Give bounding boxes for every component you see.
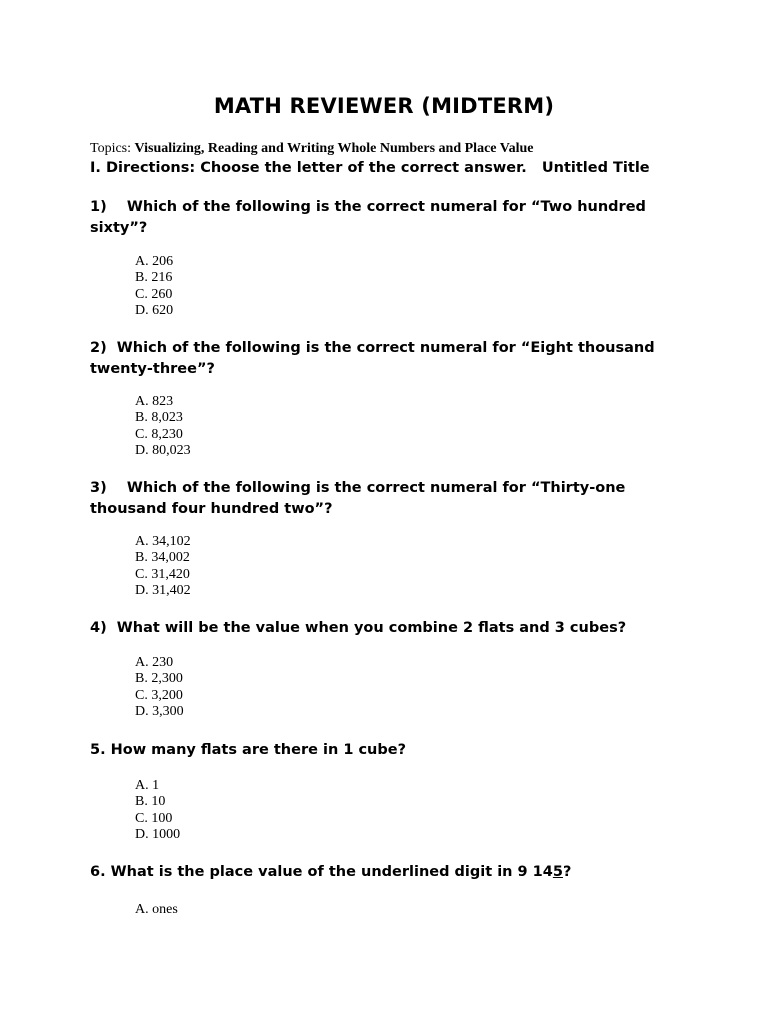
question-text: 5. How many flats are there in 1 cube? (90, 742, 407, 758)
topics-label: Topics: (90, 141, 132, 156)
option-a: A. 206 (135, 254, 174, 269)
topics-line (90, 141, 533, 157)
question-5-options (135, 778, 180, 844)
option-c: C. 8,230 (135, 426, 183, 442)
option-b: B. 8,023 (135, 410, 183, 426)
question-text: 4) What will be the value when you combine 2 flats and 3 cubes? (90, 620, 627, 636)
option-c: C. 31,420 (135, 566, 190, 582)
option-d: D. 31,402 (135, 583, 191, 599)
option-a: A. 34,102 (135, 534, 191, 549)
option-c: C. 100 (135, 810, 173, 826)
question-1 (90, 197, 690, 239)
option-b: B. 10 (135, 794, 166, 810)
option-b: B. 216 (135, 270, 173, 286)
question-3-options (135, 534, 191, 600)
question-2-options (135, 394, 191, 460)
option-a: A. 230 (135, 655, 174, 670)
question-6 (90, 862, 690, 883)
question-3 (90, 478, 690, 520)
option-d: D. 80,023 (135, 443, 191, 459)
question-text: 2) Which of the following is the correct numeral for “Eight thousand twenty-three”? (90, 340, 660, 377)
question-6-options (135, 902, 178, 918)
question-2 (90, 338, 690, 380)
question-text-after: ? (562, 864, 572, 880)
topics-value: Visualizing, Reading and Writing Whole Numbers and Place Value (134, 141, 534, 156)
question-5 (90, 740, 690, 761)
page-title: MATH REVIEWER (MIDTERM) (213, 94, 555, 118)
option-d: D. 3,300 (135, 704, 184, 720)
option-d: D. 1000 (135, 827, 181, 843)
question-text-before: 6. What is the place value of the underlined digit in 9 14 (90, 864, 553, 880)
option-a: A. 823 (135, 394, 174, 409)
option-a: A. ones (135, 902, 178, 917)
option-a: A. 1 (135, 778, 160, 793)
option-b: B. 2,300 (135, 671, 183, 687)
directions: I. Directions: Choose the letter of the correct answer. Untitled Title (90, 160, 650, 176)
question-4 (90, 618, 690, 639)
question-text: 1) Which of the following is the correct numeral for “Two hundred sixty”? (90, 199, 651, 236)
option-d: D. 620 (135, 303, 174, 319)
option-c: C. 260 (135, 286, 173, 302)
question-4-options (135, 655, 184, 721)
question-1-options (135, 254, 173, 320)
underlined-digit: 5 (552, 864, 563, 880)
option-b: B. 34,002 (135, 550, 190, 566)
option-c: C. 3,200 (135, 687, 183, 703)
question-text: 3) Which of the following is the correct numeral for “Thirty-one thousand four hundred two”? (90, 480, 631, 517)
